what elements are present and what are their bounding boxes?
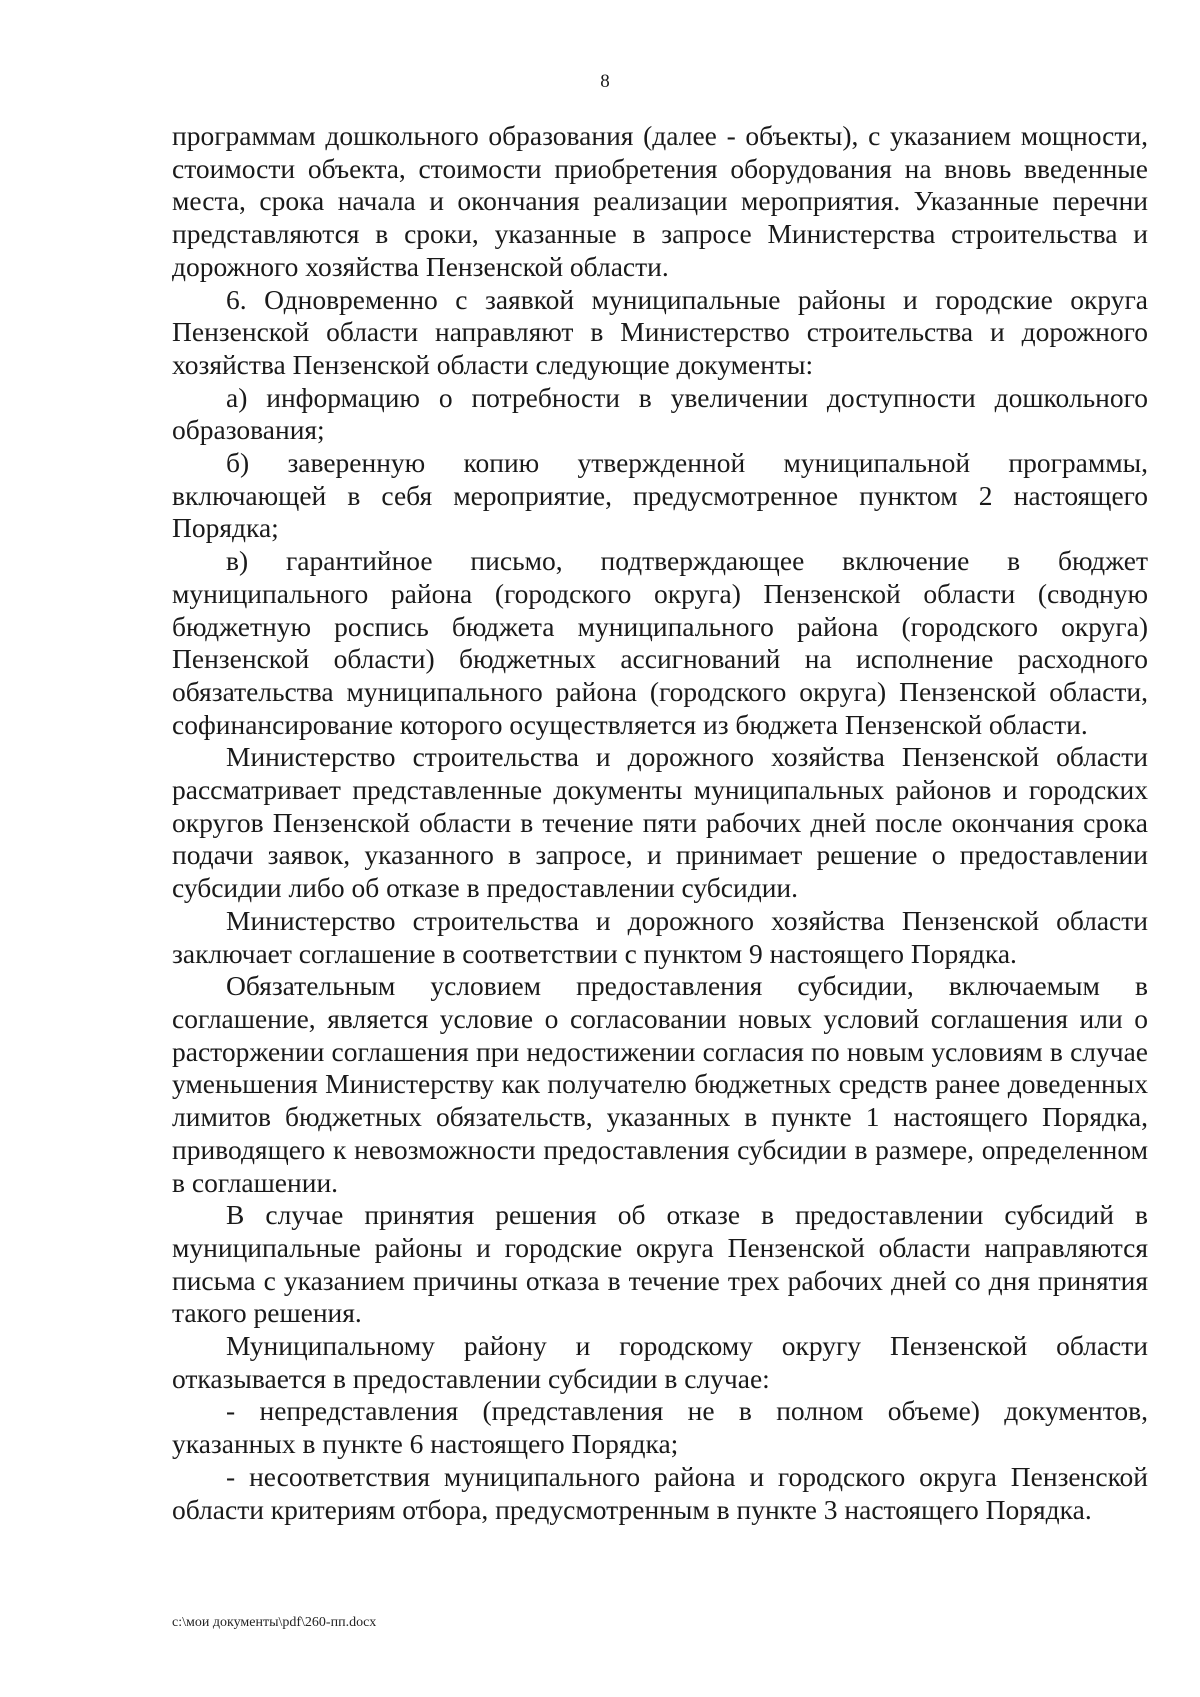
paragraph-objects-list: программам дошкольного образования (далее - объекты), с указанием мощности, стоимости объекта, стоимости приобретения оборудования на вновь введенные места, срока начала и окончания реализации мероприятия. Указанные перечни представляются в сроки, указанные в запросе Министерства строительства и дорожного хозяйства Пензенской области. (172, 120, 1148, 282)
footer-file-path: c:\мои документы\pdf\260-пп.docx (172, 1615, 377, 1630)
paragraph-refusal-letters: В случае принятия решения об отказе в предоставлении субсидий в муниципальные районы и городские округа Пензенской области направляются письма с указанием причины отказа в течение трех рабочих дней со дня принятия такого решения. (172, 1199, 1148, 1329)
paragraph-refusal-case-2: - несоответствия муниципального района и городского округа Пензенской области критериям отбора, предусмотренным в пункте 3 настоящего Порядка. (172, 1460, 1148, 1525)
paragraph-ministry-review: Министерство строительства и дорожного хозяйства Пензенской области рассматривает представленные документы муниципальных районов и городских округов Пензенской области в течение пяти рабочих дней после окончания срока подачи заявок, указанного в запросе, и принимает решение о предоставлении субсидии либо об отказе в предоставлении субсидии. (172, 741, 1148, 904)
page-number: 8 (600, 71, 610, 92)
document-body (172, 120, 1148, 1526)
paragraph-item-6: 6. Одновременно с заявкой муниципальные районы и городские округа Пензенской области направляют в Министерство строительства и дорожного хозяйства Пензенской области следующие документы: (172, 283, 1148, 380)
paragraph-subitem-a: а) информацию о потребности в увеличении доступности дошкольного образования; (172, 381, 1148, 446)
paragraph-mandatory-condition: Обязательным условием предоставления субсидии, включаемым в соглашение, является условие о согласовании новых условий соглашения или о расторжении соглашения при недостижении согласия по новым условиям в случае уменьшения Министерству как получателю бюджетных средств ранее доведенных лимитов бюджетных обязательств, указанных в пункте 1 настоящего Порядка, приводящего к невозможности предоставления субсидии в размере, определенном в соглашении. (172, 970, 1148, 1198)
paragraph-refusal-cases: Муниципальному району и городскому округу Пензенской области отказывается в предоставлении субсидии в случае: (172, 1330, 1148, 1394)
paragraph-refusal-case-1: - непредставления (представления не в полном объеме) документов, указанных в пункте 6 настоящего Порядка; (172, 1395, 1148, 1460)
paragraph-subitem-b: б) заверенную копию утвержденной муниципальной программы, включающей в себя мероприятие, предусмотренное пунктом 2 настоящего Порядка; (172, 447, 1148, 544)
paragraph-ministry-agreement: Министерство строительства и дорожного хозяйства Пензенской области заключает соглашение в соответствии с пунктом 9 настоящего Порядка. (172, 904, 1148, 969)
paragraph-subitem-v: в) гарантийное письмо, подтверждающее включение в бюджет муниципального района (городского округа) Пензенской области (сводную бюджетную роспись бюджета муниципального района (городского округа) Пензенской области) бюджетных ассигнований на исполнение расходного обязательства муниципального района (городского округа) Пензенской области, софинансирование которого осуществляется из бюджета Пензенской области. (172, 545, 1148, 740)
